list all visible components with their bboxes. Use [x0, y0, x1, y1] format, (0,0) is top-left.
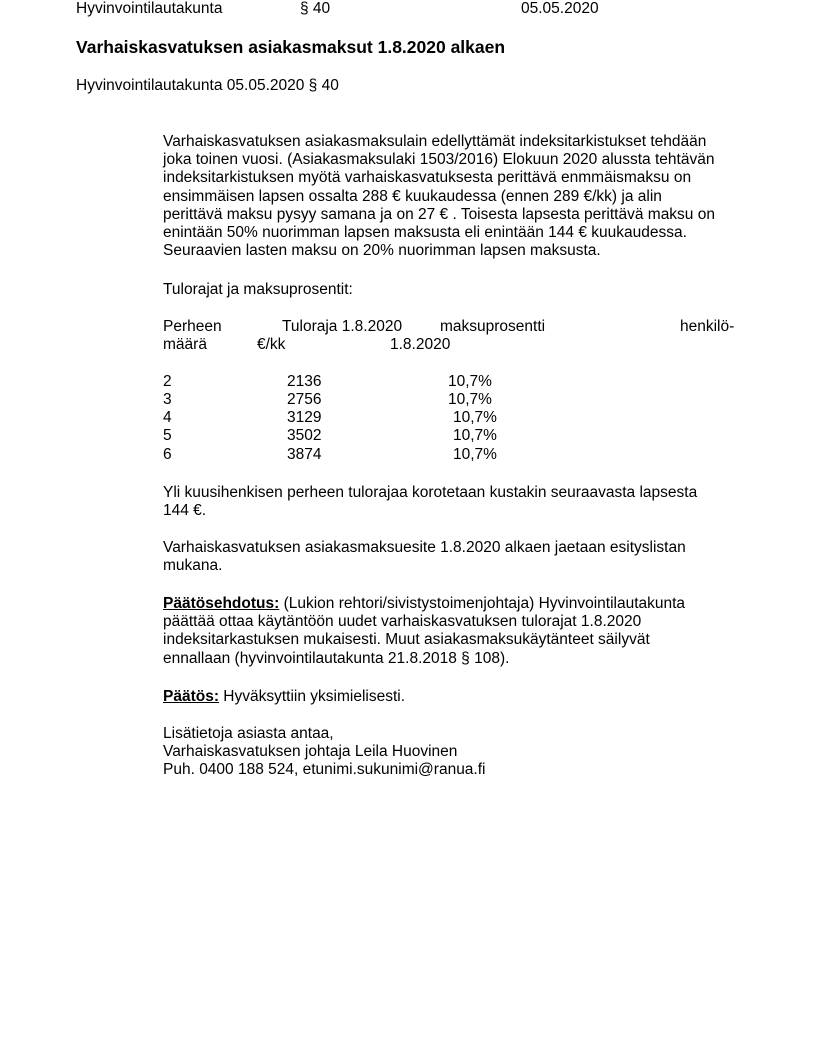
intro-line: Varhaiskasvatuksen asiakasmaksulain edellyttämät indeksitarkistukset tehdään: [163, 133, 707, 150]
contact-block: [163, 725, 753, 780]
intro-line: joka toinen vuosi. (Asiakasmaksulaki 1503/2016) Elokuun 2020 alussta tehtävän: [163, 151, 715, 169]
proposal-line: päättää ottaa käytäntöön uudet varhaiskasvatuksen tulorajat 1.8.2020: [163, 613, 642, 631]
intro-line: indeksitarkistuksen myötä varhaiskasvatuksesta perittävä enmmäismaksu on: [163, 169, 692, 187]
cell-fee-percent: 10,7%: [453, 409, 497, 426]
table-row: [0, 409, 816, 427]
contact-line: Lisätietoja asiasta antaa,: [163, 725, 334, 742]
header-col-unit: €/kk: [257, 336, 286, 353]
table-row: [0, 373, 816, 391]
intro-line: ensimmäisen lapsen ossalta 288 € kuukaudessa (ennen 289 €/kk) ja alin: [163, 187, 662, 205]
decision-label: Päätös:: [163, 688, 219, 705]
meeting-reference: Hyvinvointilautakunta 05.05.2020 § 40: [76, 77, 339, 94]
decision-paragraph: [163, 688, 753, 706]
header-col-limit: Tuloraja 1.8.2020: [282, 318, 403, 335]
intro-line: Seuraavien lasten maksu on 20% nuorimman lapsen maksusta.: [163, 242, 601, 260]
cell-income-limit: 2756: [287, 391, 322, 408]
table-heading: Tulorajat ja maksuprosentit:: [163, 281, 353, 298]
cell-family-size: 5: [163, 427, 172, 444]
proposal-paragraph: [163, 595, 753, 668]
contact-line: Varhaiskasvatuksen johtaja Leila Huovinen: [163, 743, 458, 761]
table-header-row-2: [0, 336, 816, 354]
cell-income-limit: 3129: [287, 409, 322, 426]
header-col-date: 1.8.2020: [390, 336, 451, 353]
cell-income-limit: 3874: [287, 446, 322, 463]
table-row: [0, 391, 816, 409]
increase-line: Yli kuusihenkisen perheen tulorajaa korotetaan kustakin seuraavasta lapsesta: [163, 484, 698, 501]
proposal-label: Päätösehdotus:: [163, 595, 280, 612]
cell-income-limit: 3502: [287, 427, 322, 444]
table-header-row: [0, 318, 816, 336]
table-row: [0, 446, 816, 464]
header-col-count: määrä: [163, 336, 207, 353]
header-col-family: Perheen: [163, 318, 222, 335]
increase-paragraph: [163, 484, 753, 520]
distribution-paragraph: [163, 539, 753, 575]
proposal-line: indeksitarkastuksen mukaisesti. Muut asiakasmaksukäytänteet säilyvät: [163, 631, 650, 649]
intro-line: enintään 50% nuorimman lapsen maksusta eli enintään 144 € kuukaudessa.: [163, 224, 687, 242]
cell-income-limit: 2136: [287, 373, 322, 390]
header-section: § 40: [300, 0, 331, 17]
increase-line: 144 €.: [163, 502, 207, 520]
header-date: 05.05.2020: [521, 0, 599, 17]
intro-paragraph: [163, 133, 753, 260]
intro-line: perittävä maksu pysyy samana ja on 27 € . Toisesta lapsesta perittävä maksu on: [163, 205, 715, 223]
cell-fee-percent: 10,7%: [448, 373, 492, 390]
proposal-first-line: (Lukion rehtori/sivistystoimenjohtaja) Hyvinvointilautakunta: [279, 595, 686, 612]
decision-text: Hyväksyttiin yksimielisesti.: [219, 688, 406, 705]
distribution-line: mukana.: [163, 557, 223, 575]
cell-family-size: 6: [163, 446, 172, 463]
cell-family-size: 4: [163, 409, 172, 426]
contact-line: Puh. 0400 188 524, etunimi.sukunimi@ranua.fi: [163, 761, 486, 779]
distribution-line: Varhaiskasvatuksen asiakasmaksuesite 1.8.2020 alkaen jaetaan esityslistan: [163, 539, 686, 556]
document-title: Varhaiskasvatuksen asiakasmaksut 1.8.2020 alkaen: [76, 37, 506, 57]
cell-fee-percent: 10,7%: [448, 391, 492, 408]
table-row: [0, 427, 816, 445]
cell-fee-percent: 10,7%: [453, 446, 497, 463]
header-col-percent: maksuprosentti: [440, 318, 546, 335]
proposal-line: ennallaan (hyvinvointilautakunta 21.8.2018 § 108).: [163, 649, 510, 667]
header-col-persons: henkilö-: [680, 318, 735, 335]
cell-family-size: 3: [163, 391, 172, 408]
cell-fee-percent: 10,7%: [453, 427, 497, 444]
cell-family-size: 2: [163, 373, 172, 390]
header-board: Hyvinvointilautakunta: [76, 0, 223, 17]
